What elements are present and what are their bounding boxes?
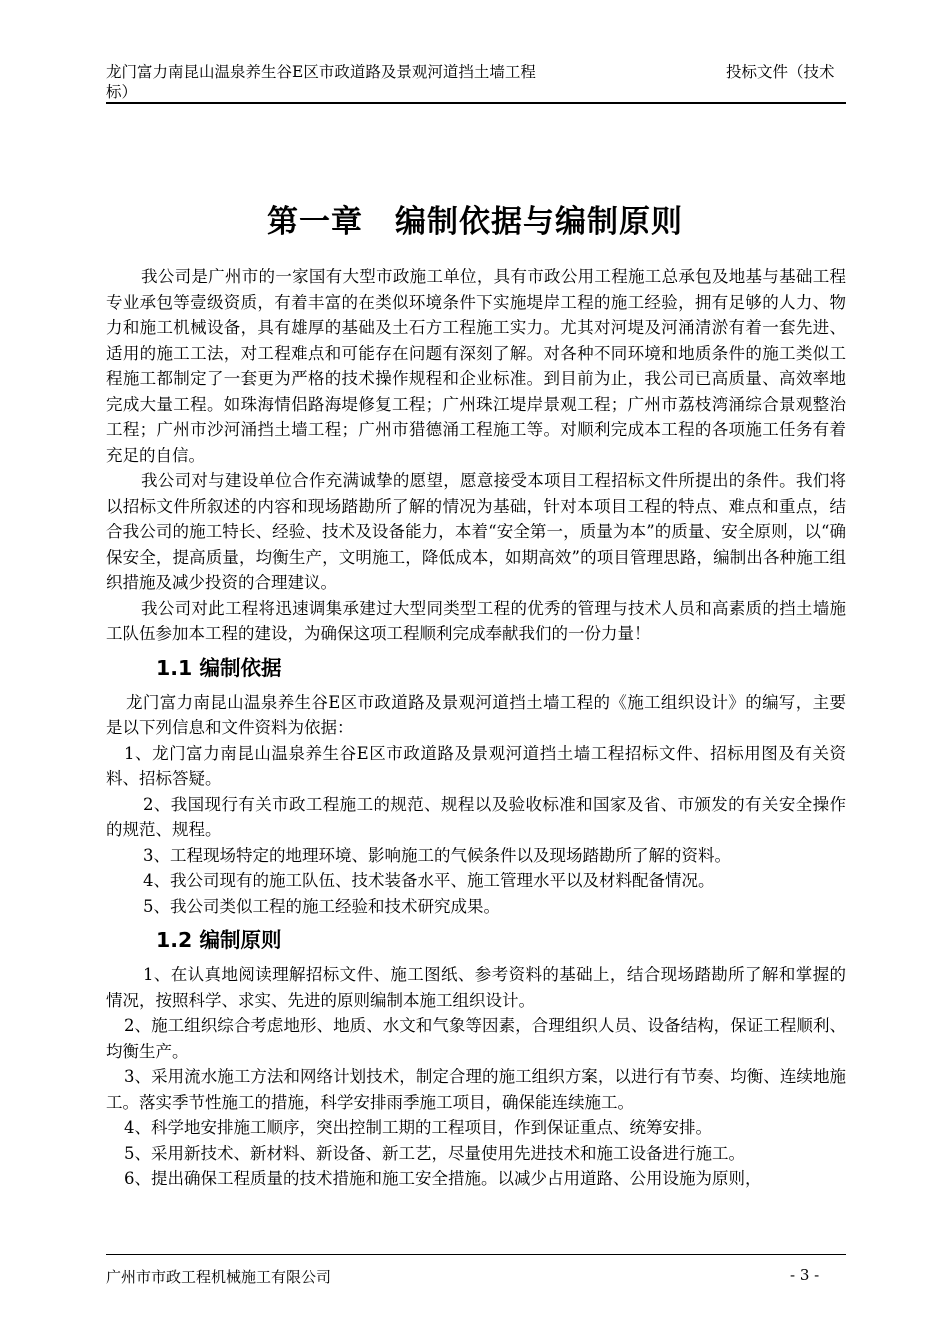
section2-item-3: 3、采用流水施工方法和网络计划技术，制定合理的施工组织方案，以进行有节奏、均衡、连续地施工。落实季节性施工的措施，科学安排雨季施工项目，确保能连续施工。 [106, 1067, 846, 1112]
header-doc-type: 投标文件（技术 [726, 63, 835, 81]
header-rule [106, 102, 846, 104]
section2-item-4: 4、科学地安排施工顺序，突出控制工期的工程项目，作到保证重点、统筹安排。 [124, 1118, 712, 1137]
section1-item-5: 5、我公司类似工程的施工经验和技术研究成果。 [143, 896, 500, 916]
section1-item-4: 4、我公司现有的施工队伍、技术装备水平、施工管理水平以及材料配备情况。 [143, 871, 715, 890]
intro-paragraph-2: 我公司对与建设单位合作充满诚挚的愿望，愿意接受本项目工程招标文件所提出的条件。我们将以招标文件所叙述的内容和现场踏勘所了解的情况为基础，针对本项目工程的特点、难点和重点，结合我公司的施工特长、经验、技术及设备能力，本着“安全第一，质量为本”的质量、安全原则，以“确保安全，提高质量，均衡生产，文明施工，降低成本，如期高效”的项目管理思路，编制出各种施工组织措施及减少投资的合理建议。 [106, 471, 846, 592]
section2-item-6: 6、提出确保工程质量的技术措施和施工安全措施。以减少占用道路、公用设施为原则， [124, 1169, 762, 1188]
section1-item-2: 2、我国现行有关市政工程施工的规范、规程以及验收标准和国家及省、市颁发的有关安全操作的规范、规程。 [106, 794, 846, 839]
section2-item-2: 2、施工组织综合考虑地形、地质、水文和气象等因素，合理组织人员、设备结构，保证工程顺利、均衡生产。 [106, 1016, 846, 1061]
section2-item-1: 1、在认真地阅读理解招标文件、施工图纸、参考资料的基础上，结合现场踏勘所了解和掌握的情况，按照科学、求实、先进的原则编制本施工组织设计。 [106, 965, 846, 1010]
intro-paragraph-3: 我公司对此工程将迅速调集承建过大型同类型工程的优秀的管理与技术人员和高素质的挡土墙施工队伍参加本工程的建设，为确保这项工程顺利完成奉献我们的一份力量！ [106, 598, 846, 643]
header-project-title [106, 62, 706, 102]
header-project-title-line1: 龙门富力南昆山温泉养生谷E区市政道路及景观河道挡土墙工程 [106, 63, 536, 81]
section-heading-1-2: 1.2 编制原则 [156, 928, 282, 952]
page-header [106, 62, 846, 104]
footer-page-number: - 3 - [790, 1266, 820, 1284]
chapter-title: 第一章 编制依据与编制原则 [267, 204, 683, 240]
section1-item-3: 3、工程现场特定的地理环境、影响施工的气候条件以及现场踏勘所了解的资料。 [143, 845, 731, 865]
footer-rule [106, 1254, 846, 1255]
section1-lead: 龙门富力南昆山温泉养生谷E区市政道路及景观河道挡土墙工程的《施工组织设计》的编写，主要是以下列信息和文件资料为依据： [106, 692, 846, 737]
section1-item-1: 1、龙门富力南昆山温泉养生谷E区市政道路及景观河道挡土墙工程招标文件、招标用图及有关资料、招标答疑。 [106, 743, 846, 788]
document-body [106, 264, 846, 1192]
intro-paragraph-1: 我公司是广州市的一家国有大型市政施工单位，具有市政公用工程施工总承包及地基与基础工程专业承包等壹级资质，有着丰富的在类似环境条件下实施堤岸工程的施工经验，拥有足够的人力、物力和施工机械设备，具有雄厚的基础及土石方工程施工实力。尤其对河堤及河涌清淤有着一套先进、适用的施工工法，对工程难点和可能存在问题有深刻了解。对各种不同环境和地质条件的施工类似工程施工都制定了一套更为严格的技术操作规程和企业标准。到目前为止，我公司已高质量、高效率地完成大量工程。如珠海情侣路海堤修复工程；广州珠江堤岸景观工程；广州市荔枝湾涌综合景观整治工程；广州市沙河涌挡土墙工程；广州市猎德涌工程施工等。对顺利完成本工程的各项施工任务有着充足的自信。 [106, 267, 846, 465]
footer-company: 广州市市政工程机械施工有限公司 [106, 1268, 332, 1286]
section2-item-5: 5、采用新技术、新材料、新设备、新工艺，尽量使用先进技术和施工设备进行施工。 [124, 1143, 745, 1163]
header-project-title-line2: 标） [106, 83, 138, 101]
section-heading-1-1: 1.1 编制依据 [156, 655, 282, 680]
